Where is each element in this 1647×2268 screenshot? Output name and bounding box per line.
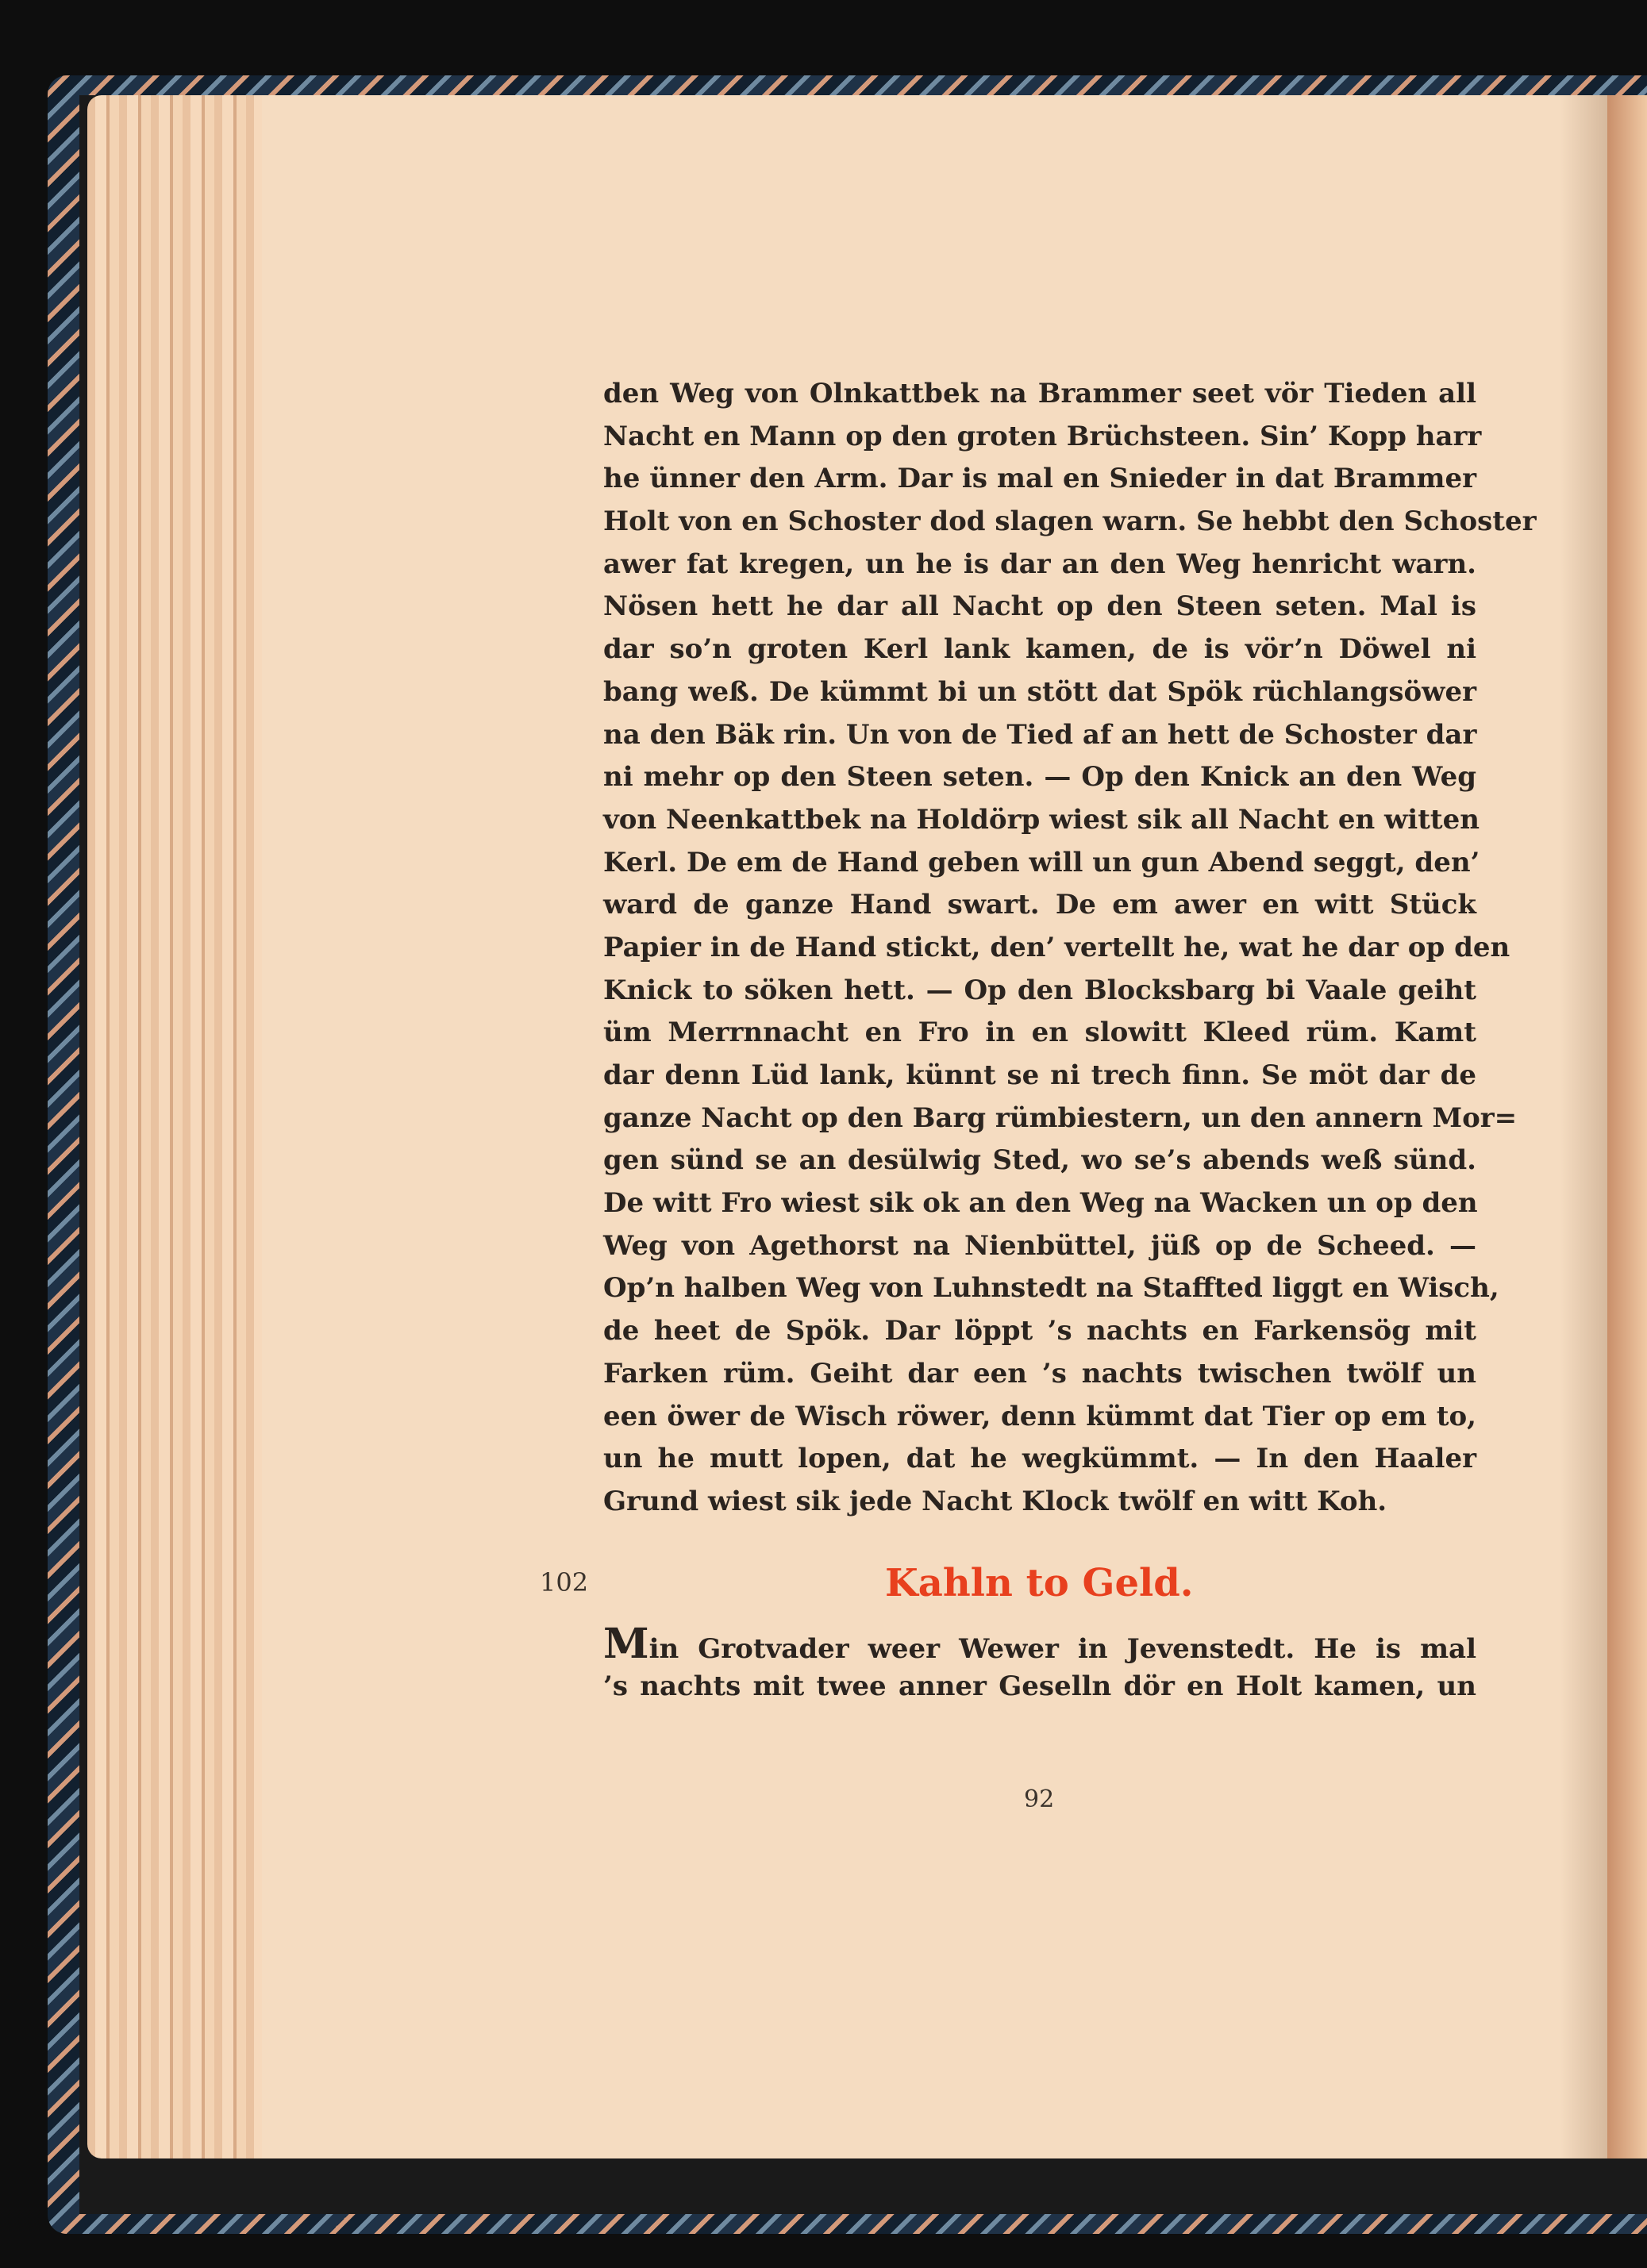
text-line: Holt von en Schoster dod slagen warn. Se hebbt den Schoster xyxy=(603,505,1537,538)
text-line: een öwer de Wisch röwer, denn kümmt dat Tier op em to, xyxy=(603,1400,1476,1432)
text-line: awer fat kregen, un he is dar an den Weg henricht warn. xyxy=(603,548,1476,580)
story-line-1: in Grotvader weer Wewer in Jevenstedt. He is mal xyxy=(648,1633,1476,1665)
text-line: ward de ganze Hand swart. De em awer en witt Stück xyxy=(603,889,1476,921)
text-line: den Weg von Olnkattbek na Brammer seet vör Tieden all xyxy=(603,378,1476,409)
text-line: Farken rüm. Geiht dar een ’s nachts twischen twölf un xyxy=(603,1357,1476,1390)
text-line: Kerl. De em de Hand geben will un gun Abend seggt, den’ xyxy=(603,846,1480,878)
text-line: dar so’n groten Kerl lank kamen, de is vör’n Döwel ni xyxy=(603,633,1476,666)
section-heading: Kahln to Geld. xyxy=(885,1561,1194,1605)
text-line: De witt Fro wiest sik ok an den Weg na Wacken un op den xyxy=(603,1187,1478,1220)
text-line: bang weß. De kümmt bi un stött dat Spök rüchlangsöwer xyxy=(603,675,1476,708)
text-line: dar denn Lüd lank, künnt se ni trech finn. Se möt dar de xyxy=(603,1059,1476,1091)
text-line: Nösen hett he dar all Nacht op den Steen seten. Mal is xyxy=(603,590,1476,623)
facing-page-edge xyxy=(1607,95,1647,2158)
text-line: Op’n halben Weg von Luhnstedt na Staffted liggt en Wisch, xyxy=(603,1272,1499,1305)
text-line: üm Merrnnacht en Fro in en slowitt Kleed rüm. Kamt xyxy=(603,1017,1476,1049)
text-line: Weg von Agethorst na Nienbüttel, jüß op de Scheed. — xyxy=(603,1229,1476,1262)
story-line-2: ’s nachts mit twee anner Geselln dör en Holt kamen, un xyxy=(603,1670,1476,1702)
body-text xyxy=(603,373,1537,1524)
page-edges xyxy=(87,95,286,2158)
page-number: 92 xyxy=(1024,1786,1055,1813)
text-line: Nacht en Mann op den groten Brüchsteen. Sin’ Kopp harr xyxy=(603,420,1482,452)
margin-note: 102 xyxy=(540,1567,589,1597)
text-line: ganze Nacht op den Barg rümbiestern, un den annern Mor= xyxy=(603,1101,1518,1134)
text-line: Papier in de Hand stickt, den’ vertellt he, wat he dar op den xyxy=(603,931,1510,963)
text-line: ni mehr op den Steen seten. — Op den Knick an den Weg xyxy=(603,761,1476,794)
text-line: gen sünd se an desülwig Sted, wo se’s abends weß sünd. xyxy=(603,1144,1476,1177)
text-line: he ünner den Arm. Dar is mal en Snieder in dat Brammer xyxy=(603,463,1476,495)
text-line: Grund wiest sik jede Nacht Klock twölf en witt Koh. xyxy=(603,1485,1387,1517)
story-text xyxy=(603,1620,1476,1708)
story-first-line xyxy=(603,1620,1476,1668)
text-line: Knick to söken hett. — Op den Blocksbarg bi Vaale geiht xyxy=(603,974,1476,1006)
text-line: un he mutt lopen, dat he wegkümmt. — In den Haaler xyxy=(603,1443,1476,1475)
drop-cap: M xyxy=(603,1620,649,1668)
text-line: von Neenkattbek na Holdörp wiest sik all Nacht en witten xyxy=(603,803,1480,836)
text-line: na den Bäk rin. Un von de Tied af an hett de Schoster dar xyxy=(603,718,1477,751)
text-line: de heet de Spök. Dar löppt ’s nachts en Farkensög mit xyxy=(603,1315,1476,1347)
page-gutter-shadow xyxy=(1560,95,1607,2158)
